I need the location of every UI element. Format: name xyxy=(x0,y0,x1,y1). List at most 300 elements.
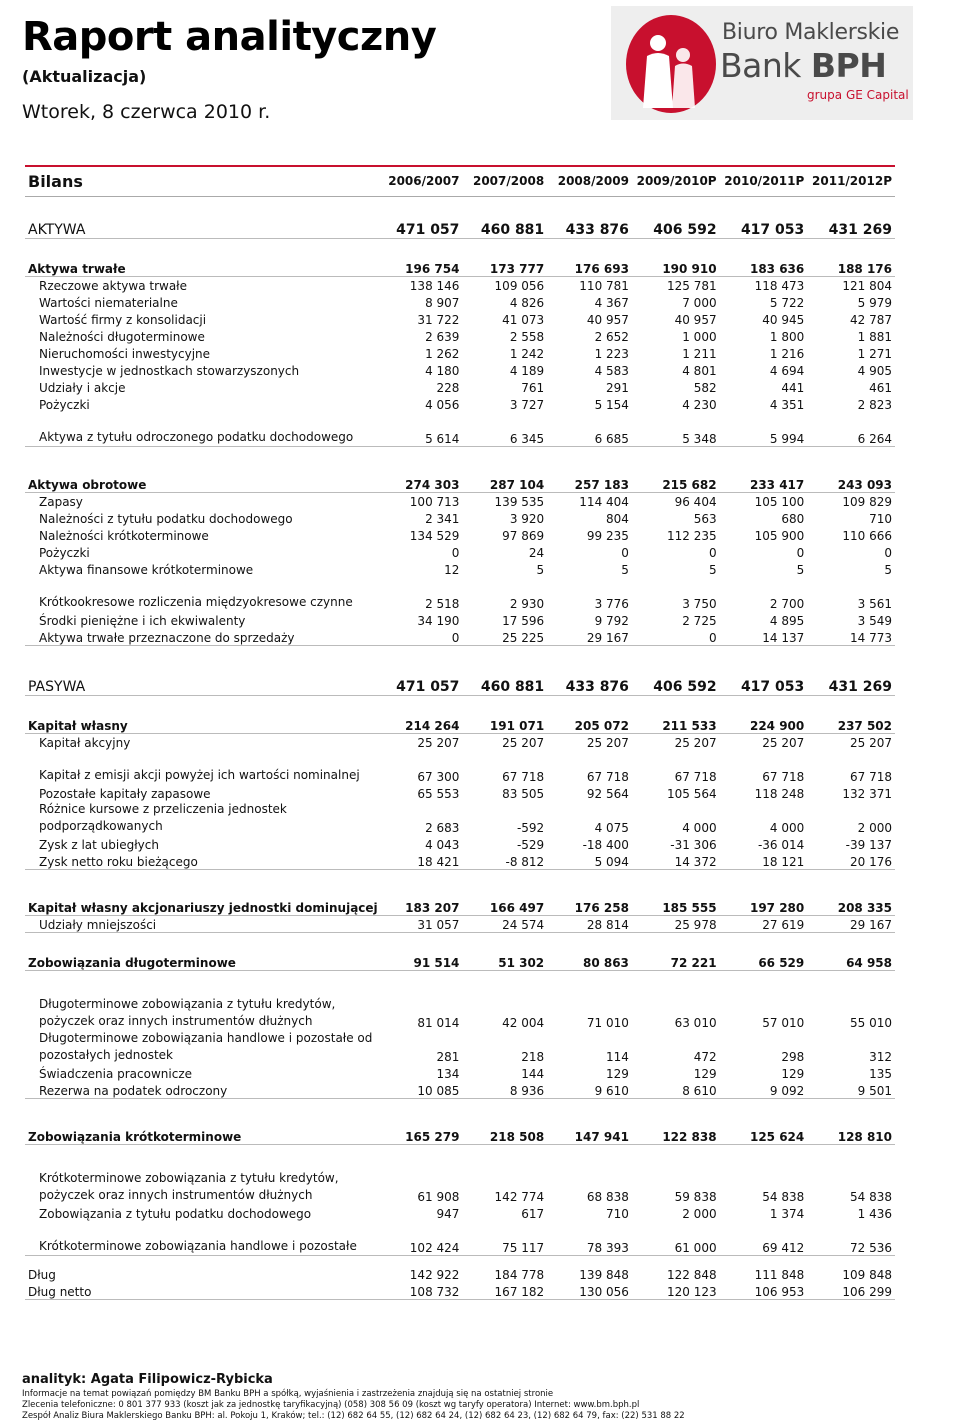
footer-disclaimer: Informacje na temat powiązań pomiędzy BM Banku BPH a spółką, wyjaśnienia i zastrzeżenia znajdują się na ostatniej stronie xyxy=(22,1389,554,1399)
row-value: 121 804 xyxy=(842,279,892,293)
row-value: 5 xyxy=(708,563,717,577)
table-row xyxy=(25,361,895,378)
row-value: 173 777 xyxy=(462,256,547,276)
row-value: 69 412 xyxy=(720,1221,808,1255)
row-value: 3 549 xyxy=(857,614,892,628)
bank-logo-icon xyxy=(625,12,717,114)
table-row xyxy=(25,395,895,412)
row-value: 563 xyxy=(693,512,717,526)
row-value: 176 258 xyxy=(547,895,632,915)
row-label: Zobowiązania długoterminowe xyxy=(25,950,378,970)
row-value: 142 774 xyxy=(494,1190,545,1204)
row-value: 197 280 xyxy=(720,895,808,915)
row-value: 804 xyxy=(606,512,629,526)
table-row xyxy=(25,895,895,915)
row-value: 138 146 xyxy=(409,279,460,293)
row-value: 166 497 xyxy=(462,895,547,915)
row-label: Dług xyxy=(28,1268,56,1282)
row-value: 12 xyxy=(444,563,460,577)
row-value: 40 957 xyxy=(674,313,717,327)
row-value: 417 053 xyxy=(720,214,808,238)
table-row xyxy=(25,733,895,750)
row-value: 9 501 xyxy=(807,1081,895,1098)
row-label: Kapitał własny xyxy=(25,713,378,733)
row-value: 4 189 xyxy=(509,364,545,378)
row-value: 63 010 xyxy=(674,1016,717,1030)
row-value: 18 421 xyxy=(378,852,463,869)
row-value: 42 004 xyxy=(502,1016,545,1030)
row-value: 99 235 xyxy=(586,529,629,543)
row-value: 100 713 xyxy=(409,495,460,509)
row-value: 75 117 xyxy=(462,1221,547,1255)
row-value: 471 057 xyxy=(378,671,463,695)
row-value: 122 838 xyxy=(632,1124,720,1144)
row-value: 135 xyxy=(869,1067,892,1081)
table-row xyxy=(25,378,895,395)
row-value: 281 xyxy=(436,1050,460,1064)
column-header: 2008/2009 xyxy=(547,166,632,196)
row-value: 24 574 xyxy=(462,915,547,932)
row-value: 129 xyxy=(781,1067,805,1081)
table-row xyxy=(25,509,895,526)
row-value: 25 225 xyxy=(462,628,547,645)
table-row xyxy=(25,1204,895,1221)
row-value: 108 732 xyxy=(378,1282,463,1299)
table-row xyxy=(25,526,895,543)
row-value: 40 945 xyxy=(762,313,805,327)
row-value: 105 564 xyxy=(666,787,717,801)
row-value: 129 xyxy=(693,1067,717,1081)
row-value: 183 636 xyxy=(720,256,808,276)
row-label: Pożyczki xyxy=(39,398,90,412)
row-value: 183 207 xyxy=(378,895,463,915)
row-label: Zysk z lat ubiegłych xyxy=(39,838,159,852)
row-label: Długoterminowe zobowiązania handlowe i pozostałe od pozostałych jednostek xyxy=(39,1031,373,1062)
row-value: 298 xyxy=(781,1050,805,1064)
table-row xyxy=(25,1282,895,1299)
row-value: 1 881 xyxy=(857,330,892,344)
row-value: 134 xyxy=(436,1067,460,1081)
row-value: 2 639 xyxy=(425,330,460,344)
row-value: 9 792 xyxy=(594,614,629,628)
row-value: 165 279 xyxy=(378,1124,463,1144)
row-value: 142 922 xyxy=(409,1268,460,1282)
row-value: 441 xyxy=(781,381,805,395)
row-value: 67 718 xyxy=(502,770,545,784)
table-row xyxy=(25,1030,895,1064)
row-value: 4 801 xyxy=(682,364,717,378)
logo-text-grupa: grupa GE Capital xyxy=(807,88,909,102)
row-value: 233 417 xyxy=(720,472,808,492)
row-value: 218 xyxy=(521,1050,545,1064)
row-value: 680 xyxy=(781,512,805,526)
row-value: 433 876 xyxy=(547,671,632,695)
row-value: 25 207 xyxy=(850,736,892,750)
row-value: 710 xyxy=(606,1207,629,1221)
row-value: 91 514 xyxy=(378,950,463,970)
row-value: 68 838 xyxy=(586,1190,629,1204)
table-row xyxy=(25,543,895,560)
row-value: 215 682 xyxy=(632,472,720,492)
row-value: 14 137 xyxy=(720,628,808,645)
row-value: 2 518 xyxy=(425,597,460,611)
row-value: 1 374 xyxy=(769,1207,805,1221)
row-value: 8 907 xyxy=(425,296,460,310)
row-value: 710 xyxy=(869,512,892,526)
table-row xyxy=(25,996,895,1030)
row-value: 31 722 xyxy=(417,313,460,327)
row-value: 4 583 xyxy=(594,364,629,378)
row-value: 109 829 xyxy=(842,495,892,509)
row-value: 20 176 xyxy=(807,852,895,869)
row-value: 6 345 xyxy=(462,412,547,446)
row-value: 134 529 xyxy=(409,529,460,543)
row-value: 185 555 xyxy=(632,895,720,915)
row-value: 65 553 xyxy=(417,787,460,801)
row-value: 27 619 xyxy=(720,915,808,932)
table-row xyxy=(25,915,895,932)
row-value: 2 341 xyxy=(425,512,460,526)
row-value: 102 424 xyxy=(378,1221,463,1255)
row-value: 4 367 xyxy=(594,296,629,310)
row-value: 139 535 xyxy=(494,495,545,509)
row-value: 4 075 xyxy=(594,821,629,835)
row-value: 66 529 xyxy=(720,950,808,970)
row-value: 471 057 xyxy=(378,214,463,238)
row-value: 5 094 xyxy=(547,852,632,869)
row-value: 228 xyxy=(436,381,460,395)
row-value: 17 596 xyxy=(502,614,545,628)
row-value: 2 725 xyxy=(682,614,717,628)
row-value: 3 727 xyxy=(509,398,545,412)
table-row xyxy=(25,611,895,628)
row-value: 40 957 xyxy=(586,313,629,327)
table-row xyxy=(25,412,895,446)
column-header: 2010/2011P xyxy=(720,166,808,196)
row-value: 42 787 xyxy=(850,313,892,327)
row-value: 4 000 xyxy=(769,821,805,835)
row-label: Pozostałe kapitały zapasowe xyxy=(39,787,211,801)
row-value: 57 010 xyxy=(762,1016,805,1030)
row-value: 472 xyxy=(693,1050,717,1064)
row-value: 132 371 xyxy=(842,787,892,801)
row-value: 25 207 xyxy=(762,736,805,750)
row-value: 4 180 xyxy=(425,364,460,378)
row-value: 105 100 xyxy=(754,495,805,509)
row-value: 1 262 xyxy=(425,347,460,361)
row-value: 128 810 xyxy=(807,1124,895,1144)
table-row xyxy=(25,801,895,835)
row-value: 1 800 xyxy=(769,330,805,344)
row-value: 2 823 xyxy=(857,398,892,412)
row-value: 582 xyxy=(693,381,717,395)
row-value: 9 610 xyxy=(547,1081,632,1098)
row-value: 1 223 xyxy=(594,347,629,361)
row-value: 51 302 xyxy=(462,950,547,970)
row-label: Zysk netto roku bieżącego xyxy=(25,852,378,869)
row-value: 191 071 xyxy=(462,713,547,733)
row-label: Udziały mniejszości xyxy=(25,915,378,932)
balance-sheet-table xyxy=(25,165,895,1300)
row-value: 25 207 xyxy=(502,736,545,750)
row-value: -36 014 xyxy=(757,838,805,852)
row-value: 118 473 xyxy=(754,279,805,293)
row-value: 417 053 xyxy=(720,671,808,695)
row-label: Kapitał akcyjny xyxy=(39,736,131,750)
table-row xyxy=(25,1064,895,1081)
row-value: 406 592 xyxy=(632,671,720,695)
row-value: 4 826 xyxy=(509,296,545,310)
row-value: 9 092 xyxy=(720,1081,808,1098)
row-label: Aktywa obrotowe xyxy=(25,472,378,492)
row-value: 18 121 xyxy=(720,852,808,869)
row-value: 139 848 xyxy=(579,1268,629,1282)
row-value: 460 881 xyxy=(462,671,547,695)
row-value: 114 404 xyxy=(579,495,629,509)
row-value: 61 000 xyxy=(632,1221,720,1255)
row-value: 5 348 xyxy=(632,412,720,446)
row-value: 28 814 xyxy=(547,915,632,932)
row-value: 110 781 xyxy=(579,279,629,293)
row-label: Aktywa finansowe krótkoterminowe xyxy=(39,563,254,577)
row-label: Nieruchomości inwestycyjne xyxy=(39,347,211,361)
row-value: 274 303 xyxy=(378,472,463,492)
table-row xyxy=(25,750,895,784)
row-value: 4 230 xyxy=(682,398,717,412)
table-row xyxy=(25,214,895,238)
table-row xyxy=(25,1170,895,1204)
row-value: 67 718 xyxy=(762,770,805,784)
row-label: Kapitał z emisji akcji powyżej ich wartości nominalnej xyxy=(39,768,360,782)
row-label: Należności z tytułu podatku dochodowego xyxy=(39,512,293,526)
row-value: 2 000 xyxy=(857,821,892,835)
row-value: 4 000 xyxy=(682,821,717,835)
row-value: 3 920 xyxy=(509,512,545,526)
row-value: 106 299 xyxy=(807,1282,895,1299)
row-value: 0 xyxy=(632,628,720,645)
row-value: 81 014 xyxy=(417,1016,460,1030)
row-value: 129 xyxy=(606,1067,629,1081)
row-label: Różnice kursowe z przeliczenia jednostek podporządkowanych xyxy=(39,802,287,833)
row-value: 105 900 xyxy=(754,529,805,543)
row-value: 4 351 xyxy=(769,398,805,412)
row-value: 29 167 xyxy=(807,915,895,932)
row-value: 433 876 xyxy=(547,214,632,238)
report-subtitle: (Aktualizacja) xyxy=(22,67,147,86)
row-value: 64 958 xyxy=(807,950,895,970)
row-value: 25 207 xyxy=(586,736,629,750)
row-value: 5 xyxy=(884,563,892,577)
row-value: 29 167 xyxy=(547,628,632,645)
column-header: 2009/2010P xyxy=(632,166,720,196)
row-value: 14 773 xyxy=(807,628,895,645)
row-value: 83 505 xyxy=(502,787,545,801)
row-value: 125 781 xyxy=(666,279,717,293)
row-label: Zapasy xyxy=(39,495,83,509)
row-label: Środki pieniężne i ich ekwiwalenty xyxy=(39,614,246,628)
table-row xyxy=(25,256,895,276)
row-value: 1 211 xyxy=(682,347,717,361)
row-value: 461 xyxy=(869,381,892,395)
row-value: 2 000 xyxy=(682,1207,717,1221)
row-value: 10 085 xyxy=(378,1081,463,1098)
row-value: 205 072 xyxy=(547,713,632,733)
row-value: 125 624 xyxy=(720,1124,808,1144)
row-value: 0 xyxy=(708,546,717,560)
table-row xyxy=(25,276,895,293)
row-value: 287 104 xyxy=(462,472,547,492)
bank-logo xyxy=(611,6,913,120)
table-row xyxy=(25,293,895,310)
row-value: 97 869 xyxy=(502,529,545,543)
row-value: 4 043 xyxy=(425,838,460,852)
table-row xyxy=(25,671,895,695)
row-value: 144 xyxy=(521,1067,545,1081)
row-value: -592 xyxy=(516,821,545,835)
row-value: 109 848 xyxy=(842,1268,892,1282)
report-title: Raport analityczny xyxy=(22,14,437,60)
table-row xyxy=(25,1221,895,1255)
row-value: 4 895 xyxy=(769,614,805,628)
row-label: Długoterminowe zobowiązania z tytułu kredytów, pożyczek oraz innych instrumentów dłużnych xyxy=(39,997,336,1028)
row-value: 67 300 xyxy=(417,770,460,784)
row-value: -31 306 xyxy=(670,838,717,852)
row-value: 176 693 xyxy=(547,256,632,276)
row-value: 114 xyxy=(606,1050,629,1064)
table-row xyxy=(25,492,895,509)
column-header: 2007/2008 xyxy=(462,166,547,196)
row-value: 92 564 xyxy=(586,787,629,801)
footer-contact: Zlecenia telefoniczne: 0 801 377 933 (koszt jak za jednostkę taryfikacyjną) (058) 308 56 09 (koszt wg taryfy operatora) Internet: www.bm.bph.pl xyxy=(22,1400,640,1410)
row-value: 54 838 xyxy=(762,1190,805,1204)
row-value: 0 xyxy=(378,628,463,645)
row-value: 1 216 xyxy=(769,347,805,361)
table-row xyxy=(25,1265,895,1282)
row-value: 54 838 xyxy=(850,1190,892,1204)
row-value: 2 930 xyxy=(509,597,545,611)
table-title: Bilans xyxy=(25,166,378,196)
table-row xyxy=(25,1124,895,1144)
row-label: Krótkoterminowe zobowiązania handlowe i pozostałe xyxy=(25,1221,378,1255)
row-value: 8 610 xyxy=(632,1081,720,1098)
row-value: 190 910 xyxy=(632,256,720,276)
row-value: 130 056 xyxy=(547,1282,632,1299)
table-row xyxy=(25,344,895,361)
table-header-row xyxy=(25,166,895,196)
row-value: 111 848 xyxy=(754,1268,805,1282)
row-value: 0 xyxy=(884,546,892,560)
row-value: 5 994 xyxy=(720,412,808,446)
row-value: 4 694 xyxy=(769,364,805,378)
row-value: 122 848 xyxy=(666,1268,717,1282)
row-value: 2 558 xyxy=(509,330,545,344)
row-label: Kapitał własny akcjonariuszy jednostki dominującej xyxy=(25,895,378,915)
row-value: 237 502 xyxy=(807,713,895,733)
row-value: 67 718 xyxy=(674,770,717,784)
row-value: 34 190 xyxy=(417,614,460,628)
row-value: 5 xyxy=(621,563,629,577)
report-date: Wtorek, 8 czerwca 2010 r. xyxy=(22,101,271,123)
row-value: 2 700 xyxy=(769,597,805,611)
row-value: 2 652 xyxy=(594,330,629,344)
row-value: 0 xyxy=(621,546,629,560)
row-label: Wartości niematerialne xyxy=(39,296,178,310)
logo-text-bank: Bank BPH xyxy=(720,46,887,85)
table-row xyxy=(25,628,895,645)
row-value: 14 372 xyxy=(632,852,720,869)
row-label: Krótkoterminowe zobowiązania z tytułu kredytów, pożyczek oraz innych instrumentów dłużnych xyxy=(39,1171,339,1202)
row-value: 4 056 xyxy=(425,398,460,412)
analyst-name: analityk: Agata Filipowicz-Rybicka xyxy=(22,1372,273,1387)
row-value: 184 778 xyxy=(494,1268,545,1282)
row-label: Aktywa trwałe przeznaczone do sprzedaży xyxy=(25,628,378,645)
row-value: 617 xyxy=(521,1207,545,1221)
row-value: 431 269 xyxy=(807,671,895,695)
row-value: 224 900 xyxy=(720,713,808,733)
logo-text-biuro: Biuro Maklerskie xyxy=(722,20,900,45)
row-label: Aktywa trwałe xyxy=(25,256,378,276)
row-value: 25 207 xyxy=(674,736,717,750)
row-value: 147 941 xyxy=(547,1124,632,1144)
table-row xyxy=(25,852,895,869)
table-row xyxy=(25,472,895,492)
row-value: -39 137 xyxy=(845,838,892,852)
row-label: Wartość firmy z konsolidacji xyxy=(39,313,207,327)
row-value: 78 393 xyxy=(547,1221,632,1255)
row-label: Dług netto xyxy=(25,1282,378,1299)
row-value: 72 221 xyxy=(632,950,720,970)
row-value: 2 683 xyxy=(425,821,460,835)
row-value: 71 010 xyxy=(586,1016,629,1030)
table-row xyxy=(25,713,895,733)
row-value: 4 905 xyxy=(857,364,892,378)
row-value: 5 xyxy=(796,563,805,577)
row-value: 96 404 xyxy=(674,495,717,509)
row-value: 1 436 xyxy=(857,1207,892,1221)
row-label: Należności długoterminowe xyxy=(39,330,205,344)
row-label: Inwestycje w jednostkach stowarzyszonych xyxy=(39,364,300,378)
row-value: 208 335 xyxy=(807,895,895,915)
row-value: 67 718 xyxy=(586,770,629,784)
row-value: 5 xyxy=(536,563,545,577)
row-value: 196 754 xyxy=(378,256,463,276)
row-value: 72 536 xyxy=(807,1221,895,1255)
row-label: Krótkookresowe rozliczenia międzyokresowe czynne xyxy=(39,595,353,609)
row-value: 312 xyxy=(869,1050,892,1064)
row-value: 3 776 xyxy=(594,597,629,611)
row-value: 257 183 xyxy=(547,472,632,492)
row-value: 112 235 xyxy=(666,529,717,543)
row-value: 460 881 xyxy=(462,214,547,238)
table-row xyxy=(25,835,895,852)
row-value: -8 812 xyxy=(462,852,547,869)
row-label: PASYWA xyxy=(25,671,378,695)
row-value: 106 953 xyxy=(720,1282,808,1299)
row-value: 25 207 xyxy=(417,736,460,750)
row-value: 406 592 xyxy=(632,214,720,238)
row-value: 211 533 xyxy=(632,713,720,733)
row-value: 61 908 xyxy=(417,1190,460,1204)
row-value: 431 269 xyxy=(807,214,895,238)
row-value: 6 264 xyxy=(807,412,895,446)
row-value: 67 718 xyxy=(850,770,892,784)
row-label: Należności krótkoterminowe xyxy=(39,529,209,543)
row-value: 243 093 xyxy=(807,472,895,492)
row-label: Pożyczki xyxy=(39,546,90,560)
table-row xyxy=(25,784,895,801)
row-value: 24 xyxy=(528,546,545,560)
table-row xyxy=(25,310,895,327)
